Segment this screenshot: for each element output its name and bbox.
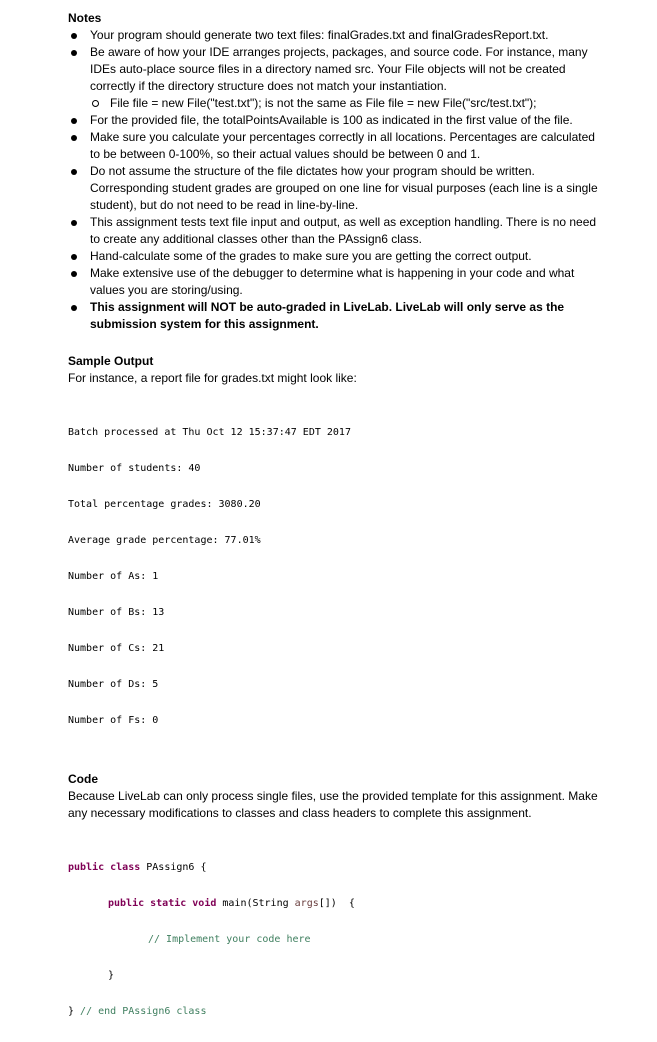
sample-output-heading: Sample Output: [68, 354, 154, 368]
output-line: Number of Cs: 21: [68, 643, 165, 654]
code-line: } // end PAssign6 class: [68, 1006, 207, 1017]
code-line: // Implement your code here: [148, 934, 311, 945]
output-line: Average grade percentage: 77.01%: [68, 535, 261, 546]
list-item: This assignment tests text file input and output, as well as exception handling. There is no need to create any additional classes other than the PAssign6 class.: [68, 214, 608, 248]
sample-output-block: [68, 403, 608, 751]
notes-list: [68, 27, 608, 333]
output-line: Number of Fs: 0: [68, 715, 159, 726]
output-line: Total percentage grades: 3080.20: [68, 499, 261, 510]
code-line: }: [108, 970, 115, 981]
list-item: For the provided file, the totalPointsAvailable is 100 as indicated in the first value of the file.: [68, 112, 608, 129]
list-item: Make sure you calculate your percentages correctly in all locations. Percentages are calculated to be between 0-100%, so their actual values should be between 0 and 1.: [68, 129, 608, 163]
output-line: Number of As: 1: [68, 571, 159, 582]
list-item: Hand-calculate some of the grades to make sure you are getting the correct output.: [68, 248, 608, 265]
code-line: public class PAssign6 {: [68, 862, 207, 873]
code-line: public static void main(String args[]) {: [108, 898, 355, 909]
list-item: Make extensive use of the debugger to determine what is happening in your code and what values you are storing/using.: [68, 265, 608, 299]
sub-list-item: File file = new File("test.txt"); is not the same as File file = new File("src/test.txt");: [68, 95, 608, 112]
document-body: [68, 10, 608, 1042]
code-template: [68, 838, 608, 1042]
output-line: Batch processed at Thu Oct 12 15:37:47 EDT 2017: [68, 427, 351, 438]
notes-heading: Notes: [68, 11, 102, 25]
code-heading: Code: [68, 772, 98, 786]
list-item: Your program should generate two text files: finalGrades.txt and finalGradesReport.txt.: [68, 27, 608, 44]
output-line: Number of Bs: 13: [68, 607, 165, 618]
sample-output-intro: For instance, a report file for grades.txt might look like:: [68, 371, 357, 385]
output-line: Number of students: 40: [68, 463, 201, 474]
code-intro: Because LiveLab can only process single files, use the provided template for this assignment. Make any necessary modifications to classes and class headers to complete this assignment.: [68, 789, 598, 820]
list-item: This assignment will NOT be auto-graded in LiveLab. LiveLab will only serve as the submission system for this assignment.: [68, 299, 608, 333]
output-line: Number of Ds: 5: [68, 679, 159, 690]
sub-list: [90, 95, 608, 112]
list-item: Be aware of how your IDE arranges projects, packages, and source code. For instance, many IDEs auto-place source files in a directory named src. Your File objects will not be created correctly if the directory structure does not match your instantiation. File file = new File("test.txt"); is not the same as File file = new File("src/test.txt");: [68, 44, 608, 112]
list-item: Do not assume the structure of the file dictates how your program should be written. Corresponding student grades are grouped on one line for visual purposes (each line is a single student), but do not need to be read in line-by-line.: [68, 163, 608, 214]
